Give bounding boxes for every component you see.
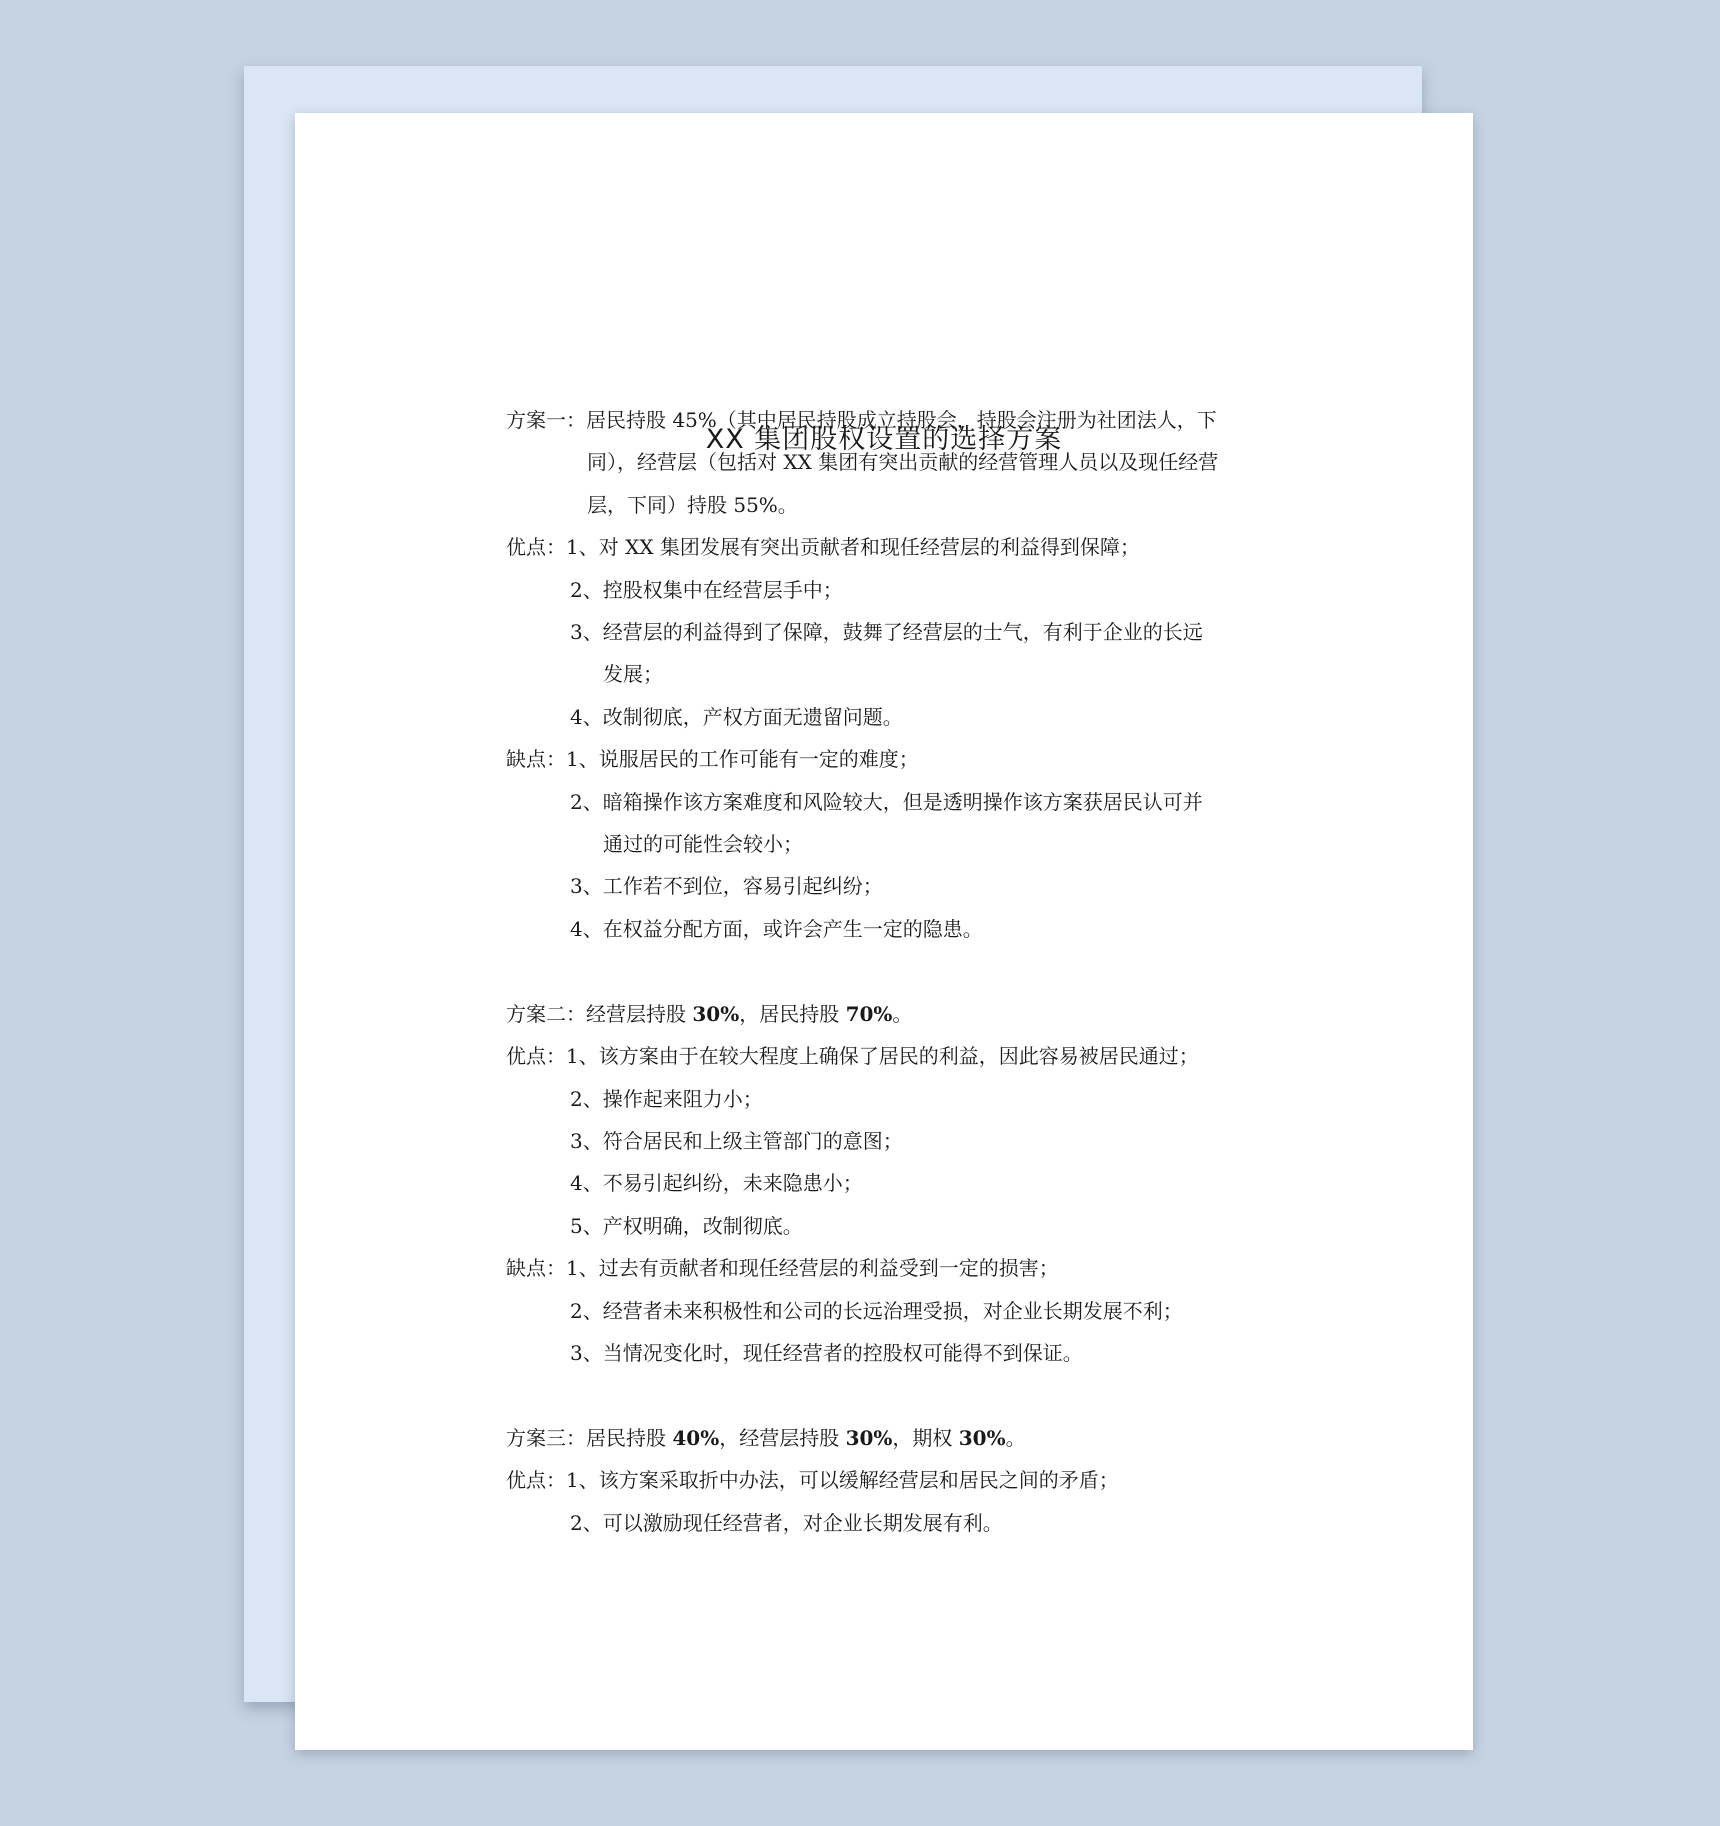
plan1-pro-2: 2、控股权集中在经营层手中； [570,578,843,602]
plan3-value-options: 30% [958,1426,1006,1450]
plan1-con-1: 缺点：1、说服居民的工作可能有一定的难度； [506,747,919,771]
plan2-pro-5: 5、产权明确，改制彻底。 [570,1214,803,1238]
plan1-heading-line2: 同），经营层（包括对 XX 集团有突出贡献的经营管理人员以及现任经营 [587,450,1219,474]
plan2-value-management: 30% [692,1002,740,1026]
plan1-con-3: 3、工作若不到位，容易引起纠纷； [570,874,883,898]
plan3-value-residents: 40% [672,1426,720,1450]
plan2-con-3: 3、当情况变化时，现任经营者的控股权可能得不到保证。 [570,1341,1083,1365]
plan2-pro-2: 2、操作起来阻力小； [570,1087,763,1111]
plan1-pro-3-line1: 3、经营层的利益得到了保障，鼓舞了经营层的士气，有利于企业的长远 [570,620,1203,644]
plan3-value-management: 30% [845,1426,893,1450]
plan1-con-4: 4、在权益分配方面，或许会产生一定的隐患。 [570,917,983,941]
plan3-pro-2: 2、可以激励现任经营者，对企业长期发展有利。 [570,1511,1003,1535]
plan2-con-1: 缺点：1、过去有贡献者和现任经营层的利益受到一定的损害； [506,1256,1059,1280]
plan2-pro-3: 3、符合居民和上级主管部门的意图； [570,1129,903,1153]
document-page [295,113,1473,1750]
plan2-con-2: 2、经营者未来积极性和公司的长远治理受损，对企业长期发展不利； [570,1299,1183,1323]
plan1-pro-4: 4、改制彻底，产权方面无遗留问题。 [570,705,903,729]
plan1-pro-1: 优点：1、对 XX 集团发展有突出贡献者和现任经营层的利益得到保障； [506,535,1140,559]
document-title: XX 集团股权设置的选择方案 [705,424,1063,455]
plan3-heading [506,1424,1026,1452]
plan2-heading-prefix: 方案二：经营层持股 [506,1002,693,1026]
plan1-con-2-line1: 2、暗箱操作该方案难度和风险较大，但是透明操作该方案获居民认可并 [570,790,1203,814]
plan2-heading-suffix: 。 [892,1002,913,1026]
plan3-heading-mid1: ，经营层持股 [719,1426,846,1450]
plan2-heading [506,1000,912,1028]
plan2-value-residents: 70% [845,1002,893,1026]
plan3-pro-1: 优点：1、该方案采取折中办法，可以缓解经营层和居民之间的矛盾； [506,1468,1119,1492]
plan3-heading-suffix: 。 [1005,1426,1026,1450]
plan3-heading-prefix: 方案三：居民持股 [506,1426,673,1450]
plan3-heading-mid2: ，期权 [892,1426,959,1450]
plan1-heading-line3: 层，下同）持股 55%。 [587,493,798,517]
plan1-con-2-line2: 通过的可能性会较小； [603,832,803,856]
plan2-pro-1: 优点：1、该方案由于在较大程度上确保了居民的利益，因此容易被居民通过； [506,1044,1199,1068]
plan1-pro-3-line2: 发展； [603,662,663,686]
plan2-pro-4: 4、不易引起纠纷，未来隐患小； [570,1171,863,1195]
plan2-heading-mid: ，居民持股 [739,1002,846,1026]
plan1-heading-line1: 方案一：居民持股 45%（其中居民持股成立持股会，持股会注册为社团法人，下 [506,408,1217,432]
